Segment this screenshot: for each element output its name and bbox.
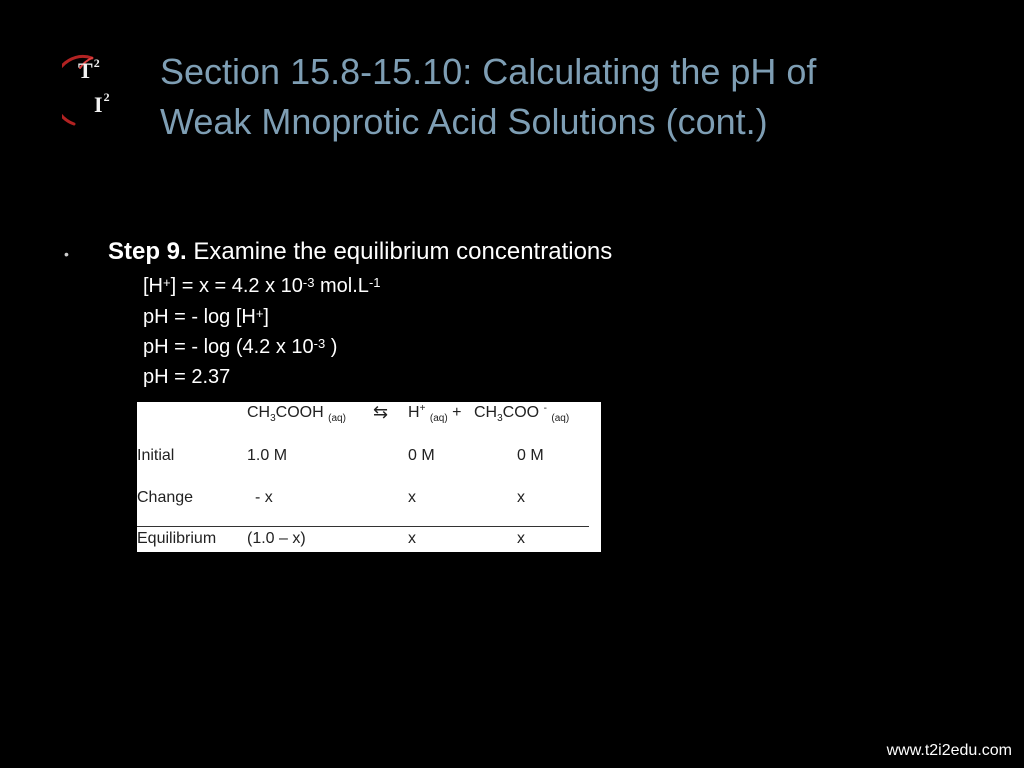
step-text: Examine the equilibrium concentrations (186, 238, 613, 265)
slide-title (160, 47, 960, 147)
step-label: Step 9. (108, 238, 187, 265)
ice-cell: (1.0 – x) (247, 530, 306, 547)
equation-ph-result: pH = 2.37 (143, 366, 231, 388)
logo-t2-text: $T^2$ (78, 56, 101, 83)
bullet-marker: • (64, 246, 69, 262)
slide-title-line-2: Weak Mnoprotic Acid Solutions (cont.) (160, 101, 768, 142)
ice-cell: x (408, 530, 416, 547)
step-heading (108, 236, 612, 268)
ice-reactant: $CH_3COOH$ $_{(aq)}$ (247, 404, 346, 424)
equation-ph-definition: pH = - log [H+] (143, 306, 269, 328)
ice-product-h: H+ $_{(aq)}$ + (408, 403, 462, 424)
equilibrium-arrow-icon: ⇆ (373, 402, 389, 422)
ice-table (137, 402, 601, 552)
ice-row-label: Change (137, 489, 194, 506)
ice-cell: 0 M (517, 447, 544, 464)
ice-cell: x (408, 489, 416, 506)
ice-cell: - x (255, 489, 273, 506)
logo-i2-text: $I^2$ (94, 90, 111, 117)
ice-row-label: Equilibrium (137, 530, 217, 547)
slide-title-line-1: Section 15.8-15.10: Calculating the pH of (160, 51, 817, 92)
ice-cell: 1.0 M (247, 447, 288, 464)
equation-ph-substitution: pH = - log (4.2 x $10^{-3}$ ) (143, 336, 338, 358)
ice-table-divider (137, 526, 589, 527)
ice-cell: x (517, 530, 525, 547)
footer-url: www.t2i2edu.com (886, 742, 1012, 759)
t2i2-logo (58, 50, 130, 130)
ice-cell: 0 M (408, 447, 435, 464)
equation-h-concentration: [H+] = x = 4.2 x $10^{-3}$ $mol.L^{-1}$ (143, 275, 381, 297)
ice-row-label: Initial (137, 447, 175, 464)
ice-cell: x (517, 489, 525, 506)
ice-product-acetate: $CH_3COO$ - $_{(aq)}$ (474, 403, 570, 424)
